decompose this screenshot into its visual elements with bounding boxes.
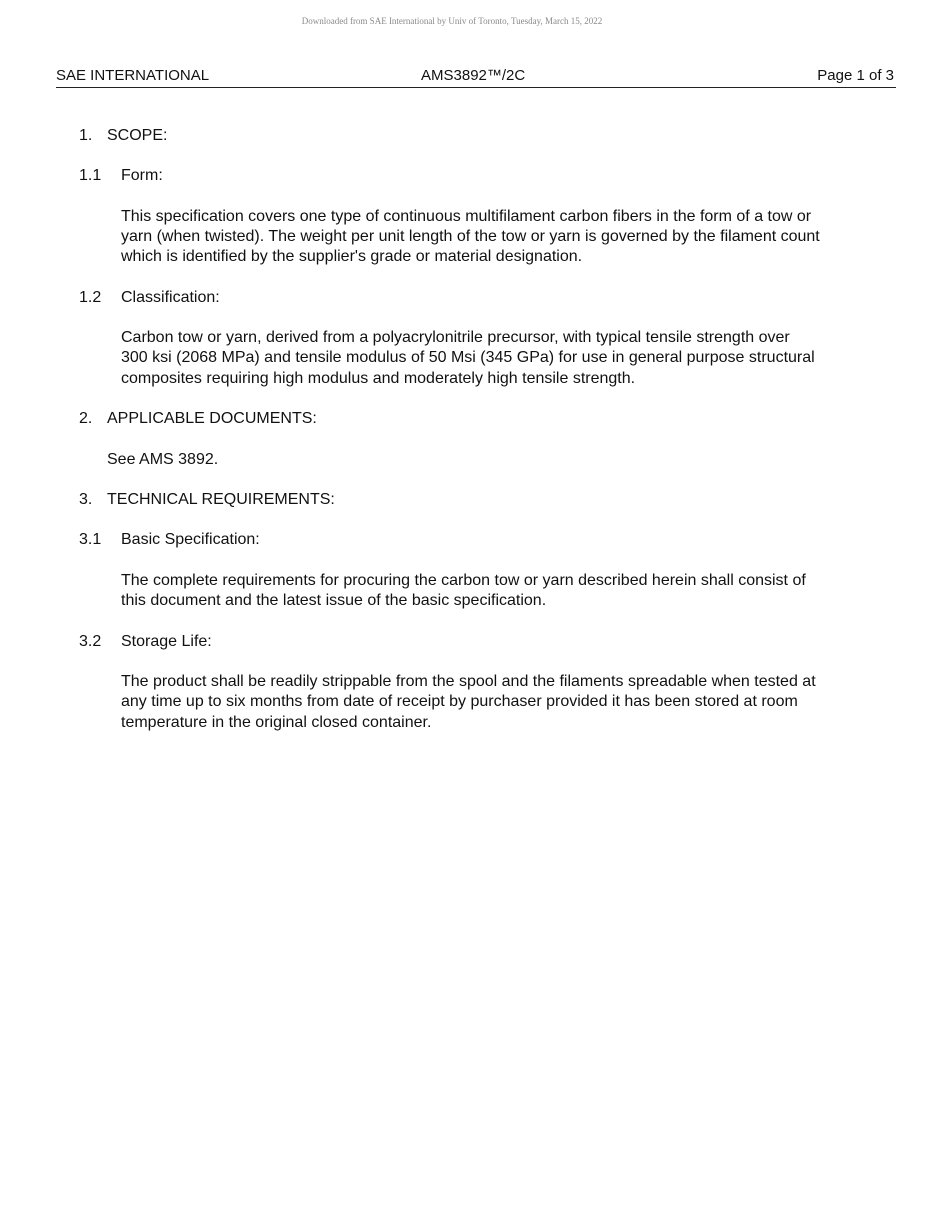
- page-number: Page 1 of 3: [817, 67, 894, 84]
- section-number: 2.: [79, 410, 93, 428]
- text-line: any time up to six months from date of receipt by purchaser provided it has been stored at room: [121, 693, 798, 711]
- section-heading-applicable-documents: [0, 409, 950, 429]
- section-heading-form: [0, 166, 950, 186]
- section-title: Storage Life:: [121, 632, 212, 650]
- text-line: yarn (when twisted). The weight per unit length of the tow or yarn is governed by the filament count: [121, 227, 820, 245]
- section-number: 3.: [79, 491, 93, 509]
- text-line: temperature in the original closed container.: [121, 713, 432, 731]
- section-heading-storage-life: [0, 632, 950, 652]
- section-heading-basic-specification: [0, 530, 950, 550]
- section-number: 1.1: [79, 167, 102, 185]
- section-heading-classification: [0, 288, 950, 308]
- section-number: 3.2: [79, 632, 102, 650]
- section-heading-scope: [0, 126, 950, 146]
- section-title: SCOPE:: [107, 127, 168, 144]
- paragraph-classification: [121, 328, 881, 389]
- document-body: [0, 126, 950, 753]
- text-line: this document and the latest issue of the basic specification.: [121, 592, 547, 610]
- section-title: Form:: [121, 167, 163, 185]
- document-id: AMS3892™/2C: [421, 67, 526, 84]
- organization-name: SAE INTERNATIONAL: [56, 67, 210, 84]
- download-watermark: Downloaded from SAE International by Univ of Toronto, Tuesday, March 15, 2022: [301, 16, 603, 26]
- page-header: [56, 67, 896, 88]
- paragraph-basic-specification: [121, 571, 881, 612]
- paragraph-storage-life: [121, 672, 881, 733]
- text-line: composites requiring high modulus and moderately high tensile strength.: [121, 369, 636, 387]
- paragraph-applicable-documents: [107, 450, 867, 470]
- section-title: APPLICABLE DOCUMENTS:: [107, 410, 317, 428]
- section-heading-technical-requirements: [0, 490, 950, 510]
- section-number: 1.: [79, 127, 93, 144]
- text-line: Carbon tow or yarn, derived from a polyacrylonitrile precursor, with typical tensile strength over: [121, 329, 790, 347]
- section-number: 1.2: [79, 288, 102, 306]
- text-line: This specification covers one type of continuous multifilament carbon fibers in the form of a tow or: [121, 207, 812, 225]
- text-line: which is identified by the supplier's grade or material designation.: [121, 248, 583, 266]
- section-title: Classification:: [121, 288, 220, 306]
- text-line: The complete requirements for procuring the carbon tow or yarn described herein shall consist of: [121, 571, 806, 589]
- section-title: TECHNICAL REQUIREMENTS:: [107, 491, 335, 509]
- section-number: 3.1: [79, 531, 102, 549]
- text-line: See AMS 3892.: [107, 450, 219, 468]
- text-line: 300 ksi (2068 MPa) and tensile modulus of 50 Msi (345 GPa) for use in general purpose structural: [121, 349, 815, 367]
- text-line: The product shall be readily strippable from the spool and the filaments spreadable when tested at: [121, 672, 816, 690]
- section-title: Basic Specification:: [121, 531, 260, 549]
- paragraph-form: [121, 207, 881, 268]
